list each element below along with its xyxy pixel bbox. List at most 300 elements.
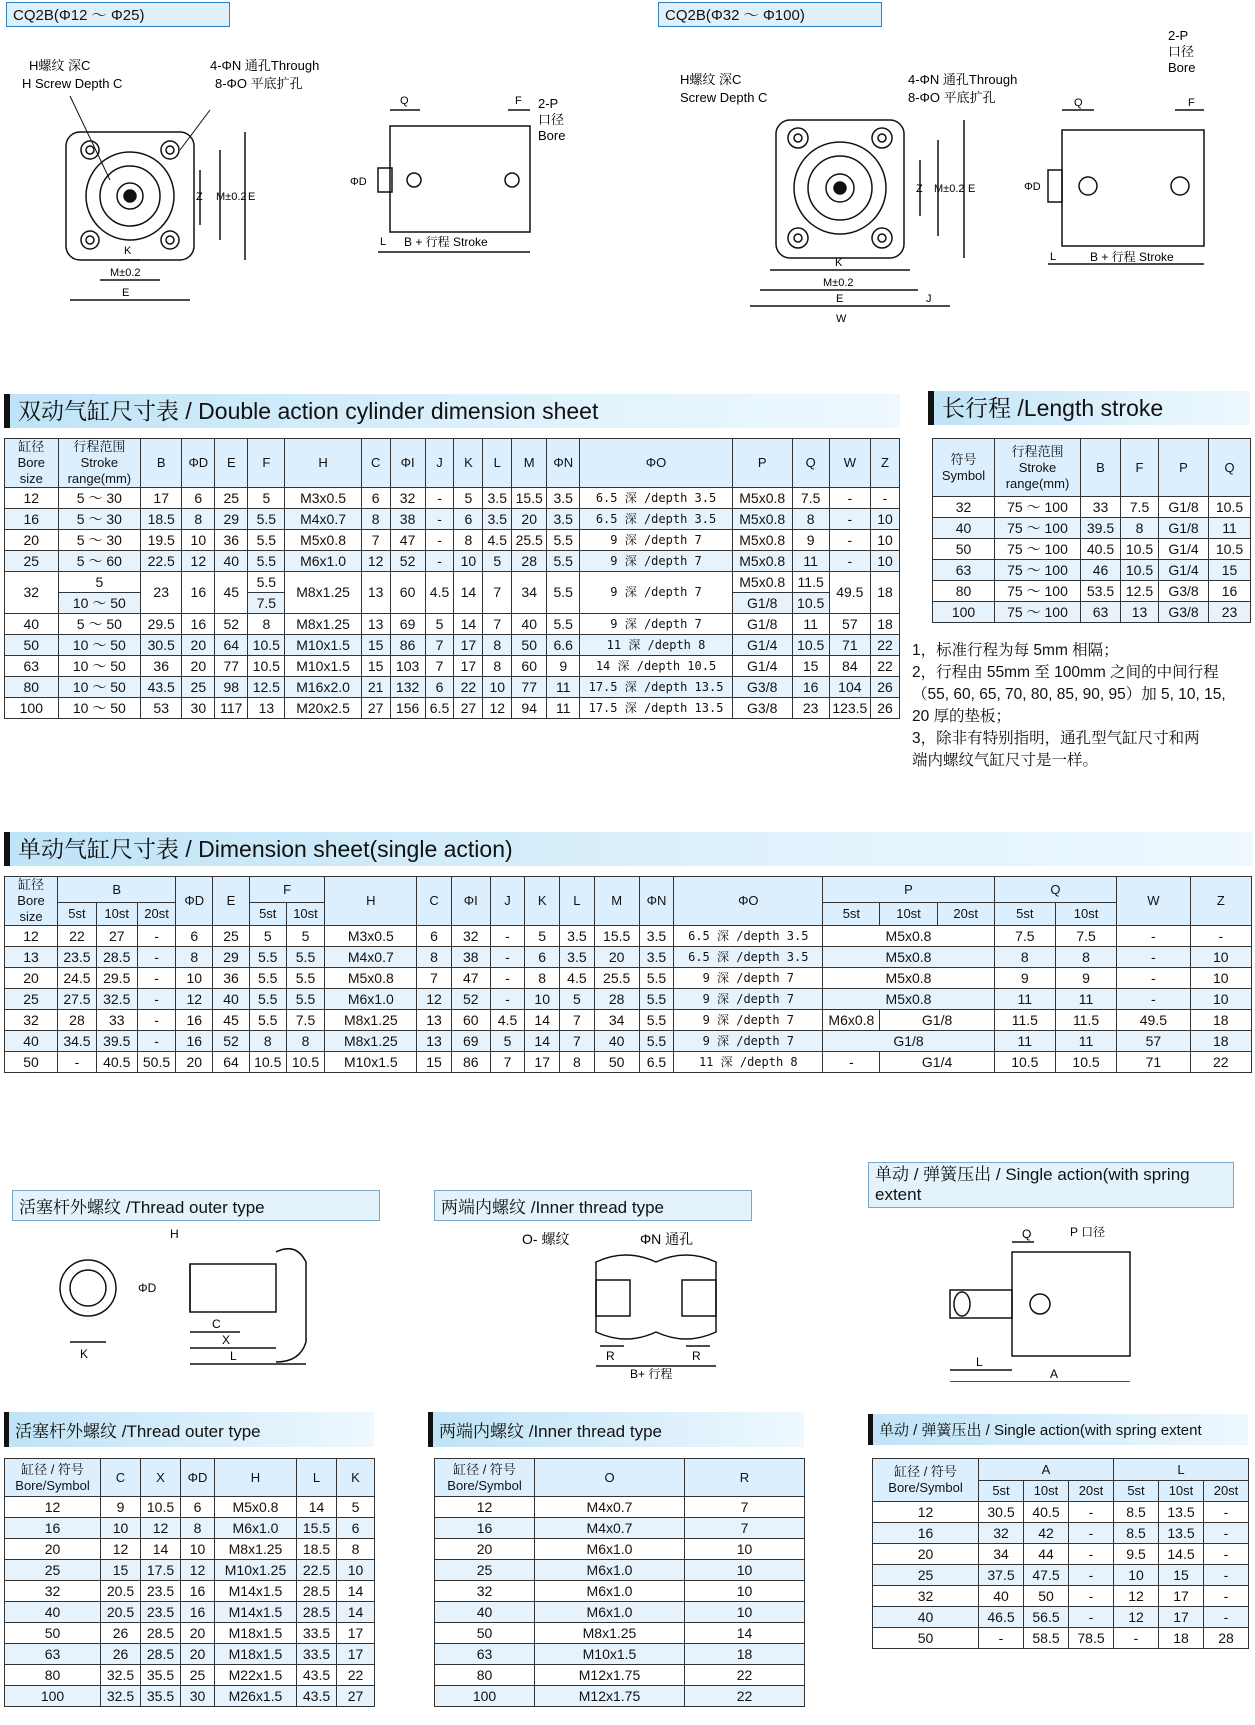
table-cell: -	[829, 509, 870, 530]
table-cell: 19.5	[141, 530, 182, 551]
table-cell: 6	[525, 947, 560, 968]
table-row	[873, 1502, 1249, 1523]
table-cell: 11	[547, 677, 580, 698]
table-cell: M8x1.25	[325, 1010, 417, 1031]
table-row	[933, 497, 1251, 518]
table-cell: 10	[685, 1539, 805, 1560]
table-cell: 7	[685, 1497, 805, 1518]
table-cell: -	[490, 989, 525, 1010]
table-cell: 10	[870, 509, 899, 530]
table-cell: M5x0.8	[823, 926, 994, 947]
table-cell: 10	[176, 968, 213, 989]
column-header: M	[512, 439, 547, 488]
table-cell: 40	[213, 989, 250, 1010]
table-cell: 28	[594, 989, 639, 1010]
table-cell: 10 ～ 50	[58, 593, 140, 614]
table-cell: 60	[451, 1010, 490, 1031]
table-cell: 7.5	[792, 488, 829, 509]
table-cell: 5.5	[248, 509, 285, 530]
table-cell: 25	[215, 488, 248, 509]
table-cell: 3.5	[547, 488, 580, 509]
column-header: H	[285, 439, 361, 488]
table-cell: 9 深 /depth 7	[580, 572, 733, 614]
table-cell: -	[425, 530, 454, 551]
table-cell: 5	[525, 926, 560, 947]
port-label-small: 2-P	[538, 96, 559, 111]
table-cell: 16	[181, 1602, 215, 1623]
column-header: L	[560, 877, 595, 926]
table-cell: 17	[1159, 1586, 1204, 1607]
table-cell: -	[870, 488, 899, 509]
table-cell: 10	[483, 677, 512, 698]
table-row	[5, 488, 900, 509]
table-cell: 9	[1055, 968, 1116, 989]
table-cell: 22	[58, 926, 97, 947]
table-row	[5, 635, 900, 656]
table-cell: 18	[870, 614, 899, 635]
table-cell: 5.5	[286, 989, 325, 1010]
table-cell: 5.5	[249, 947, 286, 968]
table-cell: -	[1069, 1502, 1114, 1523]
table-cell: 12	[435, 1497, 535, 1518]
table-cell: 6	[176, 926, 213, 947]
table-cell: 32.5	[101, 1665, 141, 1686]
h-label-small: H螺纹 深C	[29, 58, 91, 73]
table-cell: 6.5	[425, 698, 454, 719]
inner-r-left-label: R	[606, 1349, 615, 1363]
o-label-large: 8-ΦO 平底扩孔	[908, 90, 996, 105]
table-cell: 42	[1024, 1523, 1069, 1544]
table-row	[5, 551, 900, 572]
front-view-large-drawing	[680, 40, 1030, 340]
table-cell: 10	[1190, 989, 1251, 1010]
table-cell: 10	[101, 1518, 141, 1539]
table-cell: 6.5 深 /depth 3.5	[674, 947, 823, 968]
column-header: L	[1114, 1459, 1249, 1481]
table-cell: 10	[1114, 1565, 1159, 1586]
table-cell: 30	[181, 1686, 215, 1707]
double-action-table	[4, 438, 900, 719]
column-header: B	[141, 439, 182, 488]
sub-column-header: 5st	[249, 903, 286, 926]
table-cell: 117	[215, 698, 248, 719]
table-cell: 32	[5, 1010, 58, 1031]
table-row	[873, 1544, 1249, 1565]
table-cell: 63	[5, 1644, 101, 1665]
table-cell: 25	[5, 1560, 101, 1581]
table-cell: 6	[337, 1518, 375, 1539]
table-cell: 94	[512, 698, 547, 719]
table-cell: 10 ～ 50	[58, 698, 140, 719]
table-cell: 35.5	[141, 1686, 181, 1707]
table-cell: 9.5	[1114, 1544, 1159, 1565]
table-cell: M10x1.5	[535, 1644, 685, 1665]
column-header: Z	[870, 439, 899, 488]
table-cell: 3.5	[547, 509, 580, 530]
table-cell: 10	[454, 551, 483, 572]
dim-e-large: E	[836, 293, 844, 305]
table-cell: 100	[5, 1686, 101, 1707]
table-cell: G1/8	[732, 593, 792, 614]
table-cell: 22	[337, 1665, 375, 1686]
thread-outer-drawing	[40, 1222, 360, 1382]
dim-m: M±0.2	[110, 267, 141, 279]
column-header: ΦD	[182, 439, 215, 488]
table-cell: 75 ～ 100	[995, 581, 1081, 602]
h-label-en-large: Screw Depth C	[680, 90, 768, 105]
table-cell: 17	[454, 656, 483, 677]
table-cell: 25.5	[512, 530, 547, 551]
table-cell: -	[425, 551, 454, 572]
table-cell: 50	[594, 1052, 639, 1073]
table-cell: 10	[685, 1581, 805, 1602]
table-cell: 8	[176, 947, 213, 968]
table-cell: 12	[417, 989, 452, 1010]
table-cell: 17	[337, 1644, 375, 1665]
table-cell: 50	[435, 1623, 535, 1644]
table-cell: 45	[215, 572, 248, 614]
table-cell: 10.5	[792, 635, 829, 656]
table-cell: M10x1.5	[325, 1052, 417, 1073]
table-cell: 36	[215, 530, 248, 551]
table-cell: 75 ～ 100	[995, 539, 1081, 560]
table-cell: 20	[512, 509, 547, 530]
table-cell: M6x0.8	[823, 1010, 880, 1031]
table-cell: -	[425, 509, 454, 530]
table-cell: -	[490, 947, 525, 968]
table-cell: 13	[5, 947, 58, 968]
table-cell: 6.5 深 /depth 3.5	[580, 509, 733, 530]
table-cell: 80	[5, 1665, 101, 1686]
table-cell: 5	[58, 572, 140, 593]
table-cell: 15	[101, 1560, 141, 1581]
column-header: O	[535, 1459, 685, 1497]
table-cell: 17.5 深 /depth 13.5	[580, 698, 733, 719]
table-cell: 28	[58, 1010, 97, 1031]
table-cell: 50	[1024, 1586, 1069, 1607]
column-header: 缸径 Bore size	[5, 439, 59, 488]
table-cell: 5	[560, 989, 595, 1010]
table-cell: 18.5	[297, 1539, 337, 1560]
table-cell: 7	[490, 1052, 525, 1073]
note-line: 端内螺纹气缸尺寸是一样。	[912, 752, 1099, 769]
table-cell: 75 ～ 100	[995, 497, 1081, 518]
table-cell: 23	[792, 698, 829, 719]
table-cell: 78.5	[1069, 1628, 1114, 1649]
table-cell: 5.5	[286, 968, 325, 989]
table-cell: 11 深 /depth 8	[580, 635, 733, 656]
table-cell: 23.5	[141, 1581, 181, 1602]
table-cell: 4.5	[483, 530, 512, 551]
table-cell: 28	[512, 551, 547, 572]
table-cell: 86	[390, 635, 425, 656]
table-cell: M6x1.0	[535, 1560, 685, 1581]
table-cell: -	[1069, 1544, 1114, 1565]
table-cell: 47	[451, 968, 490, 989]
table-cell: 5 ～ 30	[58, 509, 140, 530]
table-cell: 16	[182, 614, 215, 635]
front-view-small-drawing	[10, 40, 340, 320]
table-cell: M14x1.5	[215, 1581, 297, 1602]
double-action-title: 双动气缸尺寸表 / Double action cylinder dimension sheet	[4, 394, 900, 428]
table-cell: 12.5	[248, 677, 285, 698]
table-cell: 14	[525, 1010, 560, 1031]
table-row	[5, 1497, 375, 1518]
table-cell: M3x0.5	[285, 488, 361, 509]
table-cell: 14	[525, 1031, 560, 1052]
table-cell: 38	[390, 509, 425, 530]
table-cell: 50	[5, 1052, 58, 1073]
table-row	[5, 698, 900, 719]
table-cell: 8	[1055, 947, 1116, 968]
table-cell: G3/8	[732, 698, 792, 719]
table-cell: 8	[417, 947, 452, 968]
table-cell: -	[1117, 968, 1190, 989]
table-cell: 63	[435, 1644, 535, 1665]
table-cell: 86	[451, 1052, 490, 1073]
sub-column-header: 5st	[994, 903, 1055, 926]
table-cell: -	[425, 488, 454, 509]
port-cn-small: 口径	[538, 112, 565, 127]
table-cell: 8	[994, 947, 1055, 968]
table-cell: 27	[361, 698, 390, 719]
length-stroke-notes	[912, 640, 1252, 772]
large-bore-label: CQ2B(Φ32 ～ Φ100)	[658, 2, 882, 27]
table-cell: 8	[792, 509, 829, 530]
table-cell: M8x1.25	[535, 1623, 685, 1644]
table-row	[5, 1518, 375, 1539]
table-cell: 32	[933, 497, 995, 518]
column-header: 缸径 / 符号 Bore/Symbol	[873, 1459, 979, 1502]
table-cell: 11	[1055, 989, 1116, 1010]
table-cell: 16	[792, 677, 829, 698]
table-cell: 12	[141, 1518, 181, 1539]
spring-a-label: A	[1050, 1367, 1059, 1381]
table-row	[5, 509, 900, 530]
table-cell: 69	[451, 1031, 490, 1052]
table-cell: 50	[933, 539, 995, 560]
table-cell: 43.5	[141, 677, 182, 698]
column-header: ΦN	[639, 877, 674, 926]
table-cell: -	[137, 989, 176, 1010]
table-cell: 15	[361, 635, 390, 656]
table-cell: 6	[182, 488, 215, 509]
dim-j-large: J	[926, 293, 932, 305]
double-header-row	[5, 439, 900, 488]
table-cell: -	[1069, 1586, 1114, 1607]
table-cell: M18x1.5	[215, 1644, 297, 1665]
table-cell: 34	[594, 1010, 639, 1031]
note-line: 2，行程由 55mm 至 100mm 之间的中间行程	[912, 664, 1219, 681]
dim-f-large: F	[1188, 97, 1195, 109]
sub-column-header: 10st	[1159, 1481, 1204, 1502]
table-cell: 4.5	[425, 572, 454, 614]
table-cell: 5 ～ 30	[58, 530, 140, 551]
dim-m-vertical-large: M±0.2	[934, 183, 965, 195]
table-cell: -	[1204, 1502, 1249, 1523]
table-cell: 32	[451, 926, 490, 947]
table-cell: 22	[685, 1665, 805, 1686]
table-cell: 50	[5, 1623, 101, 1644]
table-row	[5, 1686, 375, 1707]
table-cell: 7	[685, 1518, 805, 1539]
table-cell: 16	[435, 1518, 535, 1539]
table-cell: 16	[176, 1010, 213, 1031]
table-cell: 52	[215, 614, 248, 635]
column-header: K	[454, 439, 483, 488]
column-header: B	[1081, 439, 1121, 497]
table-cell: 17	[525, 1052, 560, 1073]
table-cell: 5 ～ 60	[58, 551, 140, 572]
table-cell: 5	[454, 488, 483, 509]
table-cell: 25	[435, 1560, 535, 1581]
port-cn-large: 口径	[1168, 44, 1195, 59]
table-row	[5, 1052, 1252, 1073]
table-cell: 4.5	[560, 968, 595, 989]
table-cell: M5x0.8	[732, 572, 792, 593]
table-row	[5, 926, 1252, 947]
table-cell: 5 ～ 30	[58, 488, 140, 509]
table-cell: 3.5	[483, 509, 512, 530]
column-header: C	[361, 439, 390, 488]
column-header: H	[215, 1459, 297, 1497]
table-cell: 15.5	[297, 1518, 337, 1539]
table-cell: 16	[5, 1518, 101, 1539]
table-cell: 7	[417, 968, 452, 989]
column-header: ΦO	[580, 439, 733, 488]
stroke-label-small: B + 行程 Stroke	[404, 235, 488, 249]
table-cell: 16	[181, 1581, 215, 1602]
table-cell: M8x1.25	[285, 572, 361, 614]
table-cell: M5x0.8	[823, 968, 994, 989]
table-cell: 46.5	[979, 1607, 1024, 1628]
table-cell: 34	[979, 1544, 1024, 1565]
column-header: R	[685, 1459, 805, 1497]
table-cell: 5.5	[547, 530, 580, 551]
table-cell: 49.5	[1117, 1010, 1190, 1031]
table-cell: 7.5	[1121, 497, 1159, 518]
o-label-small: 8-ΦO 平底扩孔	[215, 76, 303, 91]
table-cell: 156	[390, 698, 425, 719]
dim-m-vertical: M±0.2	[216, 191, 247, 203]
table-cell: M6x1.0	[535, 1602, 685, 1623]
spring-l-label: L	[976, 1355, 983, 1369]
table-cell: G3/8	[1159, 581, 1209, 602]
table-cell: 25	[182, 677, 215, 698]
table-cell: 32	[979, 1523, 1024, 1544]
table-cell: 6	[425, 677, 454, 698]
table-cell: -	[979, 1628, 1024, 1649]
table-cell: 26	[870, 698, 899, 719]
table-cell: -	[1204, 1607, 1249, 1628]
table-cell: 58.5	[1024, 1628, 1069, 1649]
table-cell: G1/4	[732, 635, 792, 656]
table-cell: -	[829, 551, 870, 572]
table-cell: 28.5	[297, 1602, 337, 1623]
table-cell: 9 深 /depth 7	[580, 551, 733, 572]
table-cell: 29	[213, 947, 250, 968]
table-cell: 23.5	[141, 1602, 181, 1623]
column-header: P	[823, 877, 994, 903]
table-cell: 75 ～ 100	[995, 602, 1081, 623]
table-cell: 13	[417, 1031, 452, 1052]
table-row	[435, 1497, 805, 1518]
table-row	[5, 1031, 1252, 1052]
table-cell: 98	[215, 677, 248, 698]
table-cell: 12	[181, 1560, 215, 1581]
table-cell: M6x1.0	[535, 1539, 685, 1560]
spring-q-label: Q	[1022, 1227, 1032, 1241]
table-cell: 40	[5, 1602, 101, 1623]
table-cell: 49.5	[829, 572, 870, 614]
table-cell: 40	[5, 614, 59, 635]
table-cell: 13.5	[1159, 1523, 1204, 1544]
table-cell: 6.5 深 /depth 3.5	[580, 488, 733, 509]
table-cell: 24.5	[58, 968, 97, 989]
dim-w-large: W	[836, 313, 847, 325]
table-cell: 33	[1081, 497, 1121, 518]
table-cell: 11.5	[792, 572, 829, 593]
dim-m-large: M±0.2	[823, 277, 854, 289]
table-cell: 4.5	[490, 1010, 525, 1031]
table-cell: 60	[390, 572, 425, 614]
column-header: L	[483, 439, 512, 488]
sub-column-header: 10st	[96, 903, 137, 926]
table-cell: 5.5	[248, 530, 285, 551]
table-cell: 22	[685, 1686, 805, 1707]
table-cell: 5.5	[639, 989, 674, 1010]
table-cell: 43.5	[297, 1686, 337, 1707]
table-cell: 22.5	[141, 551, 182, 572]
table-cell: 5	[425, 614, 454, 635]
table-cell: 9	[101, 1497, 141, 1518]
table-cell: -	[137, 968, 176, 989]
table-cell: M10x1.5	[285, 635, 361, 656]
table-cell: -	[58, 1052, 97, 1073]
table-cell: 20	[5, 968, 58, 989]
table-cell: 8	[361, 509, 390, 530]
table-cell: 103	[390, 656, 425, 677]
table-cell: 20	[873, 1544, 979, 1565]
sub-column-header: 20st	[937, 903, 994, 926]
table-cell: M5x0.8	[215, 1497, 297, 1518]
table-cell: 5 ～ 50	[58, 614, 140, 635]
table-cell: 20	[176, 1052, 213, 1073]
table-cell: 11	[1055, 1031, 1116, 1052]
table-cell: 29	[215, 509, 248, 530]
sub-column-header: 20st	[1204, 1481, 1249, 1502]
outer-h-label: H	[170, 1227, 179, 1241]
table-cell: 5.5	[249, 968, 286, 989]
table-cell: 10 ～ 50	[58, 656, 140, 677]
port-label-large: 2-P	[1168, 28, 1189, 43]
table-cell: 17	[1159, 1607, 1204, 1628]
sub-column-header: 5st	[58, 903, 97, 926]
table-cell: 10	[182, 530, 215, 551]
table-cell: 40	[933, 518, 995, 539]
dim-d-large: ΦD	[1024, 181, 1041, 193]
table-cell: 20.5	[101, 1602, 141, 1623]
table-cell: 38	[451, 947, 490, 968]
table-cell: 14	[141, 1539, 181, 1560]
table-cell: 8	[182, 509, 215, 530]
stroke-label-large: B + 行程 Stroke	[1090, 250, 1174, 264]
table-cell: 32	[873, 1586, 979, 1607]
table-cell: 20	[5, 1539, 101, 1560]
table-cell: 40	[435, 1602, 535, 1623]
table-cell: -	[490, 968, 525, 989]
table-cell: -	[1069, 1607, 1114, 1628]
